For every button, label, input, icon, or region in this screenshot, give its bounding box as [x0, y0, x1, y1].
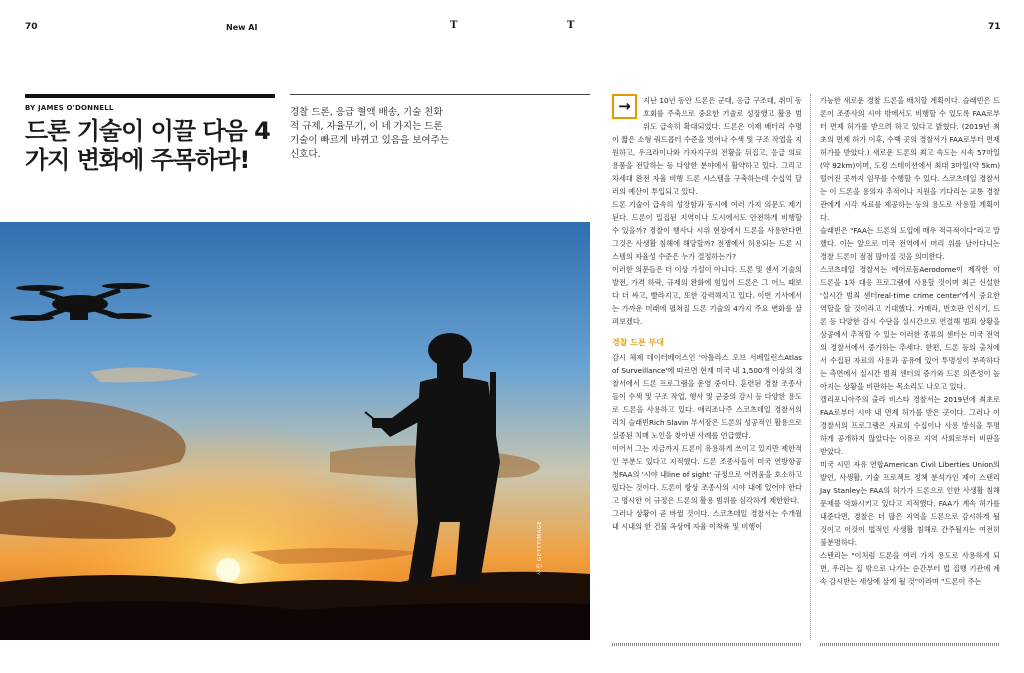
article-column-1	[612, 94, 802, 533]
paragraph: 스탠리는 "이처럼 드론을 여러 가지 용도로 사용하게 되면, 우리는 집 밖으로 나가는 순간부터 법 집행 기관에 계속 감시받는 세상에 살게 될 것"이라며 "드론이 주는	[820, 551, 1000, 586]
paragraph: 미국 시민 자유 연합American Civil Liberties Union의 발언, 사생활, 기술 프로젝트 정책 분석가인 제이 스탠리Jay Stanley는 FAA의 허가가 드론으로 인한 사생활 침해 문제를 악화시키고 있다고 지적했다. FAA가 계속 허가를 내준다면, 경찰은 더 많은 지역을 드론으로 감시하게 될 것이고 이것이 법적인 사생활 침해로 간주될지는 여전히 불분명하다.	[820, 460, 1000, 547]
page-number-left: 70	[25, 22, 38, 32]
deck: 경찰 드론, 응급 혈액 배송, 기술 친화적 규제, 자율무기, 이 네 가지는 드론 기술이 빠르게 바뀌고 있음을 보여주는 신호다.	[290, 107, 449, 160]
column-divider	[810, 94, 811, 640]
photo-credit: 사진 GETTYIMAGE	[537, 520, 543, 575]
paragraph: 감시 체제 데이터베이스인 '아틀라스 오브 서베일런스Atlas of Surveillance'에 따르면 현재 미국 내 1,500개 이상의 경찰서에서 드론 프로그램을 운영 중이다. 훈련된 경찰 조종사들이 수색 및 구조 작업, 행사 및 군중의 감시 등 다양한 용도로 드론을 사용하고 있다. 애리조나주 스코츠데일 경찰서의 리치 슬래빈Rich Slavin 부서장은 드론의 성공적인 활용으로 실종된 치매 노인을 찾아낸 사례를 언급했다.	[612, 353, 802, 440]
paragraph: 이어서 그는 지금까지 드론이 유용하게 쓰이고 있지만 제한적인 부분도 있다고 지적했다. 드론 조종사들이 미국 연방항공청FAA의 '시야 내line of sight' 규정으로 어려움을 호소하고 있다는 것이다. 드론이 항상 조종사의 시야 내에 있어야 한다고 명시한 이 규정은 드론의 활용 범위를 심각하게 제한한다.	[612, 444, 802, 505]
paragraph: 지난 10년 동안 드론은 군대, 응급 구조대, 취미 동호회를 주축으로 중요한 기술로 성장했고 활용 범위도 급속히 확대되었다. 드론은 이제 배터리 수명이 짧은 소형 쿼드콥터 수준을 벗어나 수색 및 구조 작업을 지원하고, 우크라이나와 가자지구의 전황을 뒤집고, 응급 의료용품을 전달하는 등 다양한 분야에서 활약하고 있다. 그리고 차세대 완전 자율 비행 드론 시스템을 구축하는데 수십억 달러의 예산이 투입되고 있다.	[612, 96, 802, 196]
section-subhead: 경찰 드론 부대	[612, 338, 664, 347]
paragraph: 캘리포니아주의 출라 비스타 경찰서는 2019년에 최초로 FAA로부터 시야 내 면제 허가를 받은 곳이다. 그러나 이 경찰서의 프로그램은 자료의 수집이나 사용 방식을 투명하게 공개하지 않았다는 이유로 지역 사회로부터 비판을 받았다.	[820, 395, 1000, 456]
deck-rule	[290, 94, 590, 95]
page-number-right: 71	[988, 22, 1001, 32]
paragraph: 슬래빈은 "FAA는 드론의 도입에 매우 적극적이다"라고 말했다. 이는 앞으로 미국 전역에서 머리 위를 날아다니는 경찰 드론이 점점 많아질 것을 의미한다.	[820, 226, 1000, 261]
paragraph: 그러나 상황이 곧 바뀔 것이다. 스코츠데일 경찰서는 수개월 내 시내의 한 건물 옥상에 자율 이착륙 및 비행이	[612, 509, 802, 531]
article-column-2	[820, 94, 1000, 588]
paragraph: 드론 기술이 급속히 성장함과 동시에 여러 가지 의문도 제기된다. 드론이 밀집된 지역이나 도시에서도 안전하게 비행할 수 있을까? 경찰이 행사나 시위 현장에서 드론을 사용한다면 그것은 사생활 침해에 해당할까? 전쟁에서 허용되는 드론 시스템의 자율성 수준은 누가 결정하는가?	[612, 200, 802, 261]
drone-soldier-photo	[0, 222, 590, 640]
bottom-rule-left	[612, 643, 802, 646]
arrow-right-icon: →	[612, 94, 637, 119]
headline: 드론 기술이 이끌 다음 4가지 변화에 주목하라!	[25, 117, 270, 174]
paragraph: 이러한 의문들은 더 이상 가설이 아니다. 드론 및 센서 기술의 발전, 가격 하락, 규제의 완화에 힘입어 드론은 그 어느 때보다 더 싸고, 빨라지고, 또한 강력해지고 있다. 이번 기사에서는 가까운 미래에 펼쳐질 드론 기술의 4가지 주요 변화를 살펴보겠다.	[612, 265, 802, 326]
byline: BY JAMES O'DONNELL	[25, 104, 114, 112]
paragraph: 가능한 새로운 경찰 드론을 배치할 계획이다. 슬래빈은 드론이 조종사의 시야 밖에서도 비행할 수 있도록 FAA로부터 면제 허가를 받으려 하고 있다고 밝혔다. (2019년 최초의 면제 허가 이후, 수백 곳의 경찰서가 FAA로부터 면제 허가를 받았다.) 새로운 드론의 최고 속도는 시속 57마일(약 92km)이며, 도킹 스테이션에서 최대 3마일(약 5km) 떨어진 곳까지 임무를 수행할 수 있다. 스코츠데일 경찰서는 이 드론을 용의자 추적이나 지원을 기다리는 교통 경찰관에게 시각 자료를 제공하는 등의 용도로 사용할 계획이다.	[820, 96, 1000, 222]
title-rule	[25, 94, 275, 98]
bottom-rule-right	[820, 643, 1000, 646]
paragraph: 스코츠데일 경찰서는 에어로돔Aerodome이 제작한 이 드론을 1차 대응 프로그램에 사용할 것이며 최근 신설한 '실시간 범죄 센터real-time crime center'에서 중요한 역할을 할 것이라고 기대했다. 카메라, 번호판 인식기, 드론 등 다양한 감시 수단을 실시간으로 연결해 범죄 상황을 상공에서 추적할 수 있는 이러한 종류의 센터는 미국 전역의 경찰서에서 증가하는 추세다. 한편, 드론 등의 출처에서 수집된 자료의 사용과 공유에 있어 투명성이 부족하다는 측면에서 실시간 범죄 센터의 증가와 드론 의존성이 높아지는 상황을 비판하는 목소리도 나오고 있다.	[820, 265, 1000, 391]
logo-mark-right: T	[567, 20, 575, 31]
section-title: New AI	[226, 23, 258, 32]
logo-mark-left: T	[450, 20, 458, 31]
